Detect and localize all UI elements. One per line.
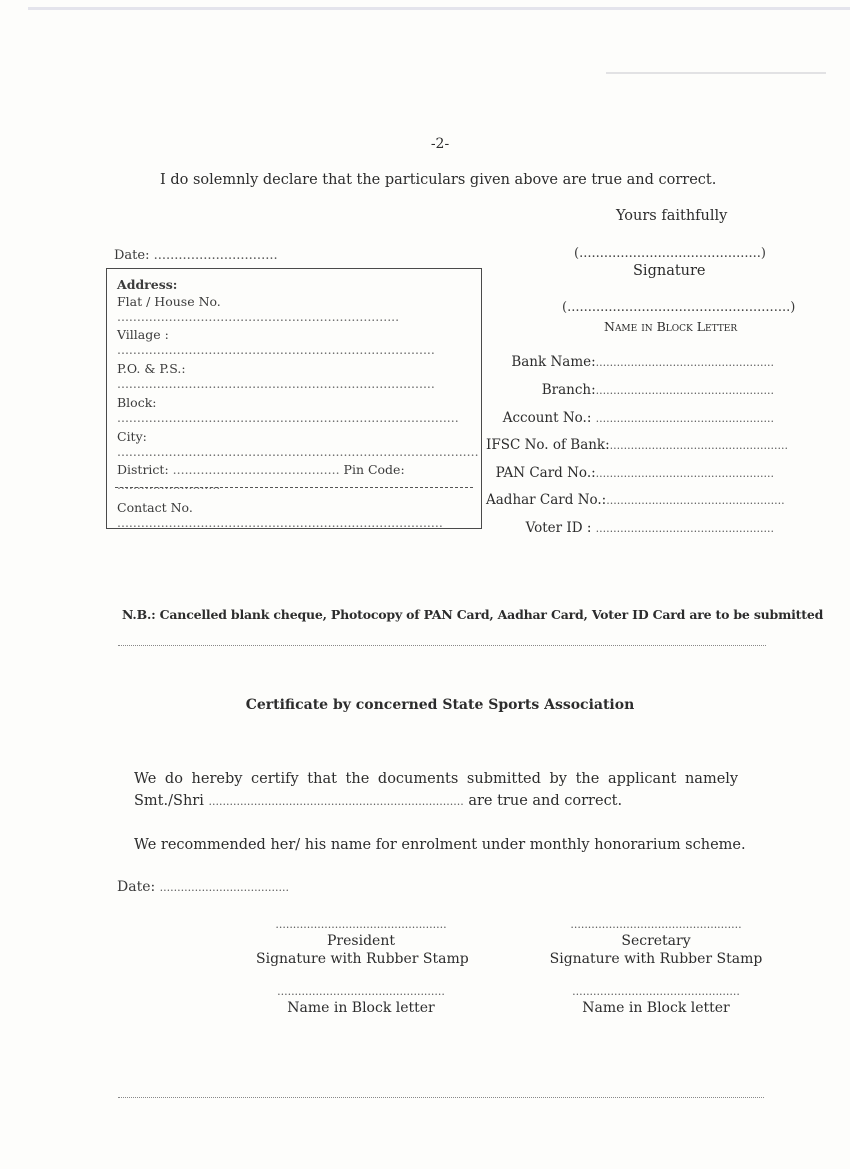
secretary-sign-dots: ................................................. <box>570 918 742 931</box>
address-field-village <box>117 327 471 357</box>
district-label: District: <box>117 462 169 477</box>
address-box <box>106 268 482 529</box>
president-sign-dots: ................................................. <box>275 918 447 931</box>
salutation-label: Smt./Shri <box>134 793 204 809</box>
page-number: -2- <box>430 136 450 152</box>
account-no-row <box>486 410 774 426</box>
field-dots: ....................................................................... <box>117 309 400 324</box>
bank-dots: ................................................... <box>595 467 774 480</box>
bank-label: Aadhar Card No.: <box>486 492 607 508</box>
field-label: Village : <box>117 327 169 342</box>
contact-label: Contact No. <box>117 500 193 515</box>
scan-mark <box>606 72 826 74</box>
declaration-text: I do solemnly declare that the particulars given above are true and correct. <box>160 172 717 188</box>
pin-code-label: Pin Code: <box>343 462 405 477</box>
branch-row <box>486 382 774 398</box>
name-blank: (......................................................) <box>562 300 796 315</box>
bottom-dotted-rule <box>118 1097 764 1098</box>
field-dots: ........................................................................................... <box>117 444 479 459</box>
signature-label: Signature <box>633 263 706 279</box>
applicant-name-dots: ......................................................................... <box>208 795 464 808</box>
field-dots: ................................................................................ <box>117 376 435 391</box>
signature-blank: (............................................) <box>574 246 766 261</box>
bank-name-row <box>486 354 774 370</box>
bank-dots: ................................................... <box>606 494 785 507</box>
bank-dots: ................................................... <box>595 356 774 369</box>
secretary-title: Secretary <box>621 933 691 949</box>
district-dots: .......................................... <box>172 462 340 477</box>
field-label: City: <box>117 429 147 444</box>
date-field <box>114 248 278 263</box>
address-field-contact <box>117 500 471 530</box>
certificate-line-1: We do hereby certify that the documents submitted by the applicant namely <box>134 771 739 787</box>
scan-edge-line <box>28 7 850 10</box>
bank-dots: ................................................... <box>595 412 774 425</box>
secretary-signatory <box>548 918 764 1016</box>
address-field-city <box>117 429 479 459</box>
dashed-separator <box>115 487 473 488</box>
certificate-date-dots: ..................................... <box>159 881 290 894</box>
bank-label: Bank Name: <box>511 354 596 370</box>
president-name-line: Name in Block letter <box>287 1000 435 1016</box>
president-title: President <box>327 933 395 949</box>
president-name-dots: ................................................ <box>277 985 445 998</box>
secretary-name-dots: ................................................ <box>572 985 740 998</box>
dotted-rule <box>118 645 766 646</box>
field-label: Block: <box>117 395 157 410</box>
bank-label: IFSC No. of Bank: <box>486 437 610 453</box>
certificate-line-2 <box>134 793 622 809</box>
nb-note: N.B.: Cancelled blank cheque, Photocopy of PAN Card, Aadhar Card, Voter ID Card are to be submitted <box>122 607 824 622</box>
secretary-sig-line: Signature with Rubber Stamp <box>549 951 763 967</box>
certificate-date-label: Date: <box>117 879 156 895</box>
address-field-po-ps <box>117 361 471 391</box>
recommendation-text: We recommended her/ his name for enrolment under monthly honorarium scheme. <box>134 837 746 853</box>
pin-code-dots: .......................... <box>117 477 221 492</box>
president-signatory <box>256 918 469 1016</box>
bank-dots: ................................................... <box>609 439 788 452</box>
address-field-block <box>117 395 471 425</box>
pan-row <box>486 465 774 481</box>
secretary-name-line: Name in Block letter <box>582 1000 730 1016</box>
bank-dots: ................................................... <box>595 522 774 535</box>
date-label: Date: <box>114 248 150 263</box>
president-sig-line: Signature with Rubber Stamp <box>256 951 469 967</box>
ifsc-row <box>486 437 788 453</box>
bank-label: Voter ID : <box>525 520 592 536</box>
date-dots: .............................. <box>153 248 278 263</box>
certificate-date-field <box>117 879 289 895</box>
field-dots: ................................................................................ <box>117 342 435 357</box>
address-heading: Address: <box>117 277 178 292</box>
contact-dots: .................................................................................. <box>117 515 443 530</box>
certificate-title: Certificate by concerned State Sports Association <box>245 697 635 713</box>
bank-dots: ................................................... <box>595 384 774 397</box>
voter-id-row <box>486 520 774 536</box>
bank-label: Account No.: <box>502 410 592 426</box>
closing-text: Yours faithfully <box>616 208 728 224</box>
name-block-label: Name in Block Letter <box>604 319 738 334</box>
bank-label: Branch: <box>541 382 596 398</box>
certificate-line-2-suffix: are true and correct. <box>468 793 623 809</box>
bank-label: PAN Card No.: <box>495 465 596 481</box>
field-dots: ...................................................................................... <box>117 410 459 425</box>
address-field-flat <box>117 294 471 324</box>
field-label: Flat / House No. <box>117 294 221 309</box>
aadhar-row <box>486 492 785 508</box>
field-label: P.O. & P.S.: <box>117 361 186 376</box>
